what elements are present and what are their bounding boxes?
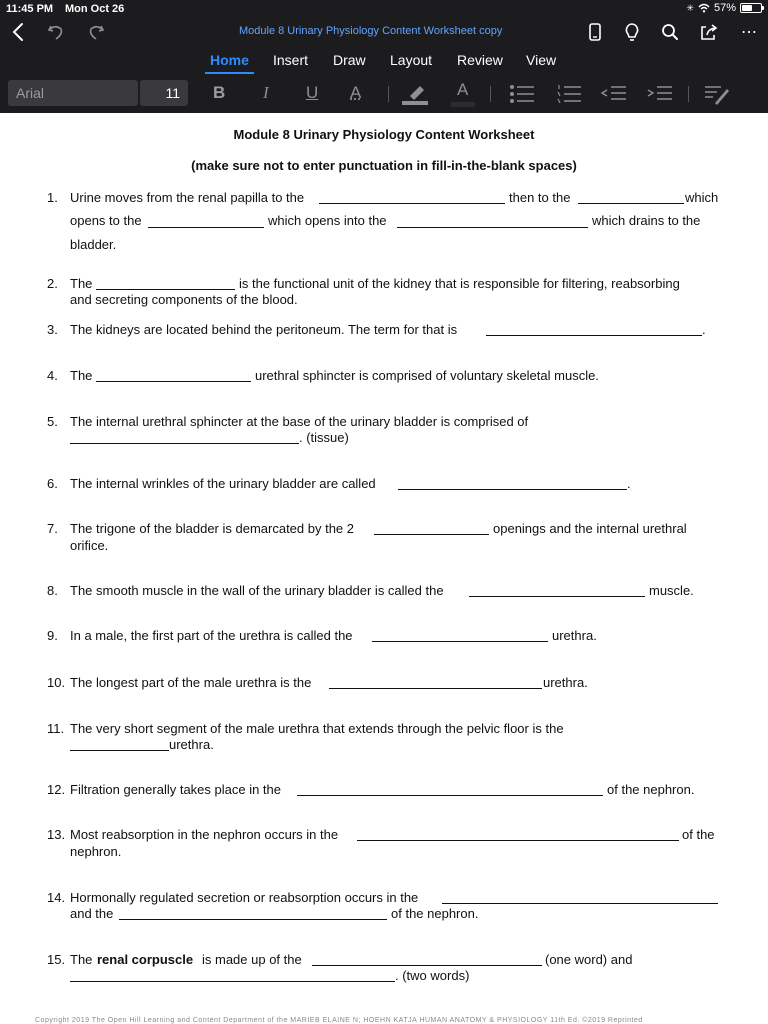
- worksheet-title: Module 8 Urinary Physiology Content Worksheet: [233, 127, 535, 142]
- answer-blank[interactable]: [70, 981, 395, 982]
- page-footer: Copyright 2019 The Open Hill Learning and Content Department of the MARIEB ELAINE N; HOEHN KATJA HUMAN ANATOMY & PHYSIOLOGY 11th Ed. ©2019 Reprinted: [35, 1017, 643, 1024]
- active-tab-indicator: [205, 72, 254, 74]
- question-text: and secreting components of the blood.: [70, 292, 298, 307]
- answer-blank[interactable]: [148, 227, 264, 228]
- answer-blank[interactable]: [469, 596, 645, 597]
- question-number: 9.: [47, 628, 58, 643]
- question-number: 7.: [47, 521, 58, 536]
- answer-blank[interactable]: [372, 641, 548, 642]
- question-text: The: [70, 952, 93, 967]
- status-date: Mon Oct 26: [65, 3, 125, 15]
- question-text: The: [70, 276, 93, 291]
- answer-blank[interactable]: [312, 965, 542, 966]
- question-text: of the nephron.: [607, 782, 695, 797]
- question-text: urethra.: [543, 675, 588, 690]
- worksheet-subtitle: (make sure not to enter punctuation in fill-in-the-blank spaces): [191, 158, 577, 173]
- search-icon[interactable]: [659, 21, 681, 43]
- question-number: 14.: [47, 890, 66, 905]
- answer-blank[interactable]: [119, 919, 387, 920]
- question-text: .: [627, 476, 631, 491]
- redo-icon[interactable]: [85, 21, 107, 43]
- question-text: bladder.: [70, 237, 117, 252]
- underline-button[interactable]: U: [306, 83, 319, 102]
- question-number: 1.: [47, 190, 58, 205]
- question-number: 2.: [47, 276, 58, 291]
- font-color-swatch: [451, 102, 475, 107]
- battery-icon: [740, 3, 762, 13]
- question-text: . (tissue): [299, 430, 349, 445]
- question-text: then to the: [509, 190, 571, 205]
- status-bar: [0, 0, 768, 18]
- document-title[interactable]: Module 8 Urinary Physiology Content Worksheet copy: [239, 25, 503, 37]
- question-text: opens to the: [70, 213, 142, 228]
- answer-blank[interactable]: [96, 289, 235, 290]
- answer-blank[interactable]: [397, 227, 588, 228]
- tab-layout[interactable]: Layout: [390, 52, 433, 68]
- brightness-icon: ✳: [686, 2, 694, 13]
- decrease-indent-icon[interactable]: [601, 84, 627, 104]
- tab-insert[interactable]: Insert: [273, 52, 309, 68]
- document-page[interactable]: [0, 113, 768, 1024]
- answer-blank[interactable]: [329, 688, 542, 689]
- question-text: urethra.: [552, 628, 597, 643]
- tab-review[interactable]: Review: [457, 52, 503, 68]
- answer-blank[interactable]: [297, 795, 603, 796]
- question-number: 8.: [47, 583, 58, 598]
- question-text: The smooth muscle in the wall of the urinary bladder is called the: [70, 583, 444, 598]
- bold-button[interactable]: B: [213, 83, 226, 102]
- numbered-list-icon[interactable]: [556, 84, 582, 104]
- answer-blank[interactable]: [357, 840, 679, 841]
- question-text: which opens into the: [268, 213, 387, 228]
- back-icon[interactable]: [8, 21, 30, 43]
- question-text: . (two words): [395, 968, 470, 983]
- question-text: (one word) and: [545, 952, 633, 967]
- question-number: 13.: [47, 827, 66, 842]
- question-number: 15.: [47, 952, 66, 967]
- question-text: of the: [682, 827, 715, 842]
- question-text: and the: [70, 906, 114, 921]
- question-text: Filtration generally takes place in the: [70, 782, 282, 797]
- battery-fill: [742, 5, 752, 11]
- status-time: 11:45 PM: [6, 3, 54, 15]
- increase-indent-icon[interactable]: [647, 84, 673, 104]
- answer-blank[interactable]: [374, 534, 489, 535]
- tab-draw[interactable]: Draw: [333, 52, 366, 68]
- question-text: of the nephron.: [391, 906, 479, 921]
- share-icon[interactable]: [698, 21, 720, 43]
- question-text: The longest part of the male urethra is the: [70, 675, 312, 690]
- question-number: 12.: [47, 782, 66, 797]
- question-text: which drains to the: [592, 213, 701, 228]
- ribbon-tabs: [0, 47, 768, 73]
- toolbar-divider: [490, 86, 491, 102]
- question-text: is made up of the: [202, 952, 302, 967]
- answer-blank[interactable]: [319, 203, 505, 204]
- status-right: [686, 2, 762, 14]
- more-icon[interactable]: ⋯: [741, 24, 757, 41]
- font-size-picker[interactable]: 11: [140, 80, 188, 106]
- font-color-button[interactable]: A: [457, 80, 469, 99]
- question-text: Most reabsorption in the nephron occurs in the: [70, 827, 339, 842]
- question-number: 4.: [47, 368, 58, 383]
- question-text: The: [70, 368, 93, 383]
- question-text: .: [702, 322, 706, 337]
- question-text-bold: renal corpuscle: [97, 952, 194, 967]
- toolbar-divider: [688, 86, 689, 102]
- question-text: The trigone of the bladder is demarcated by the 2: [70, 521, 355, 536]
- question-text: urethral sphincter is comprised of voluntary skeletal muscle.: [255, 368, 599, 383]
- question-number: 6.: [47, 476, 58, 491]
- font-effects-button[interactable]: A: [350, 83, 362, 102]
- wifi-icon: [698, 3, 710, 13]
- formatting-toolbar: [0, 78, 768, 110]
- answer-blank[interactable]: [486, 335, 702, 336]
- answer-blank[interactable]: [96, 381, 251, 382]
- question-text: Urine moves from the renal papilla to the: [70, 190, 305, 205]
- app-chrome: [0, 0, 768, 113]
- question-text: nephron.: [70, 844, 122, 859]
- question-text: The internal urethral sphincter at the base of the urinary bladder is comprised of: [70, 414, 529, 429]
- italic-button[interactable]: I: [263, 83, 269, 102]
- lightbulb-icon[interactable]: [621, 21, 643, 43]
- question-text: orifice.: [70, 538, 109, 553]
- title-row: [0, 18, 768, 46]
- tab-view[interactable]: View: [526, 52, 557, 68]
- phone-icon[interactable]: [584, 21, 606, 43]
- question-number: 11.: [47, 721, 65, 736]
- styles-icon[interactable]: [703, 84, 731, 106]
- question-text: muscle.: [649, 583, 694, 598]
- question-text: which: [685, 190, 719, 205]
- question-number: 10.: [47, 675, 66, 690]
- question-text: The kidneys are located behind the peritoneum. The term for that is: [70, 322, 458, 337]
- question-text: The very short segment of the male urethra that extends through the pelvic floor is the: [70, 721, 564, 736]
- answer-blank[interactable]: [578, 203, 684, 204]
- answer-blank[interactable]: [70, 750, 169, 751]
- question-number: 5.: [47, 414, 58, 429]
- bullet-list-icon[interactable]: [509, 84, 535, 104]
- answer-blank[interactable]: [398, 489, 627, 490]
- question-text: urethra.: [169, 737, 214, 752]
- question-text: In a male, the first part of the urethra is called the: [70, 628, 353, 643]
- tab-home[interactable]: Home: [210, 52, 249, 68]
- question-text: is the functional unit of the kidney that is responsible for filtering, reabsorbing: [239, 276, 680, 291]
- question-number: 3.: [47, 322, 58, 337]
- question-text: Hormonally regulated secretion or reabsorption occurs in the: [70, 890, 419, 905]
- undo-icon[interactable]: [45, 21, 67, 43]
- answer-blank[interactable]: [442, 903, 718, 904]
- highlighter-icon[interactable]: [400, 82, 430, 106]
- font-name-picker[interactable]: Arial: [8, 80, 138, 106]
- question-text: openings and the internal urethral: [493, 521, 687, 536]
- question-text: The internal wrinkles of the urinary bladder are called: [70, 476, 376, 491]
- battery-percent: 57%: [713, 2, 736, 14]
- toolbar-divider: [388, 86, 389, 102]
- answer-blank[interactable]: [70, 443, 299, 444]
